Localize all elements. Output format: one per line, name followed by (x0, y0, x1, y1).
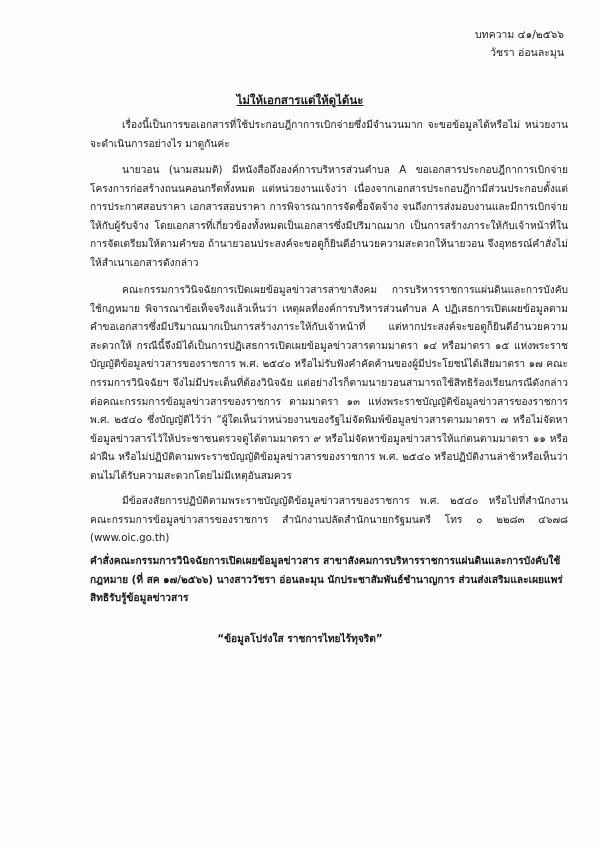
article-title: ไม่ให้เอกสารแต่ให้ดูได้นะ (236, 93, 364, 107)
article-number: บทความ ๔๑/๒๕๖๖ (474, 29, 564, 41)
facts-paragraph: นายวอน (นามสมมติ) มีหนังสือถึงองค์การบริหารส่วนตำบล A ขอเอกสารประกอบฎีกาการเบิกจ่ายโครงการก่อสร้างถนนคอนกรีตทั้งหมด แต่หน่วยงานแจ้งว่า เนื่องจากเอกสารประกอบฎีกามีส่วนประกอบตั้งแต่การประกาศสอบราคา เอกสารสอบราคา การพิจารณาการจัดซื้อจัดจ้าง จนถึงการส่งมอบงานและมีการเบิกจ่ายให้กับผู้รับจ้าง โดยเอกสารที่เกี่ยวข้องทั้งหมดเป็นเอกสารซึ่งมีปริมาณมาก เป็นการสร้างภาระให้กับเจ้าหน้าที่ในการจัดเตรียมให้ตามคำขอ ถ้านายวอนประสงค์จะขอดูก็ยินดีอำนวยความสะดวกให้นายวอน จึงอุทธรณ์คำสั่งไม่ให้สำเนาเอกสารดังกล่าว (90, 165, 568, 269)
intro-paragraph: เรื่องนี้เป็นการขอเอกสารที่ใช้ประกอบฎีกาการเบิกจ่ายซึ่งมีจำนวนมาก จะขอข้อมูลได้หรือไม่ หน่วยงานจะดำเนินการอย่างไร มาดูกันค่ะ (90, 120, 568, 150)
slogan: “ข้อมูลโปร่งใส ราชการไทยไร้ทุจริต” (217, 634, 383, 645)
order-reference: คำสั่งคณะกรรมการวินิจฉัยการเปิดเผยข้อมูลข่าวสาร สาขาสังคมการบริหารราชการแผ่นดินและการบังคับใช้กฎหมาย (ที่ สค ๑๗/๒๕๖๖) นางสาววัชรา อ่อนละมุน นักประชาสัมพันธ์ชำนาญการ ส่วนส่งเสริมและเผยแพร่สิทธิรับรู้ข้อมูลข่าวสาร (90, 556, 563, 605)
author-name: วัชรา อ่อนละมุน (490, 47, 564, 59)
decision-paragraph: คณะกรรมการวินิจฉัยการเปิดเผยข้อมูลข่าวสารสาขาสังคม การบริหารราชการแผ่นดินและการบังคับใช้กฎหมาย พิจารณาข้อเท็จจริงแล้วเห็นว่า เหตุผลที่องค์การบริหารส่วนตำบล A ปฏิเสธการเปิดเผยข้อมูลตามคำขอเอกสารซึ่งมีปริมาณมากเป็นการสร้างภาระให้กับเจ้าหน้าที่ แต่หากประสงค์จะขอดูก็ยินดีอำนวยความสะดวกให้ กรณีนี้จึงมิได้เป็นการปฏิเสธการเปิดเผยข้อมูลข่าวสารตามมาตรา ๑๔ หรือมาตรา ๑๕ แห่งพระราชบัญญัติข้อมูลข่าวสารของราชการ พ.ศ. ๒๕๔๐ หรือไม่รับฟังคำคัดค้านของผู้มีประโยชน์ได้เสียมาตรา ๑๗ คณะกรรมการวินิจฉัยฯ จึงไม่มีประเด็นที่ต้องวินิจฉัย แต่อย่างไรก็ตามนายวอนสามารถใช้สิทธิร้องเรียนกรณีดังกล่าวต่อคณะกรรมการข้อมูลข่าวสารของราชการ ตามมาตรา ๑๓ แห่งพระราชบัญญัติข้อมูลข่าวสารของราชการ พ.ศ. ๒๕๔๐ ซึ่งบัญญัติไว้ว่า “ผู้ใดเห็นว่าหน่วยงานของรัฐไม่จัดพิมพ์ข้อมูลข่าวสารตามมาตรา ๗ หรือไม่จัดหาข้อมูลข่าวสารไว้ให้ประชาชนตรวจดูได้ตามมาตรา ๙ หรือไม่จัดหาข้อมูลข่าวสารให้แก่ตนตามมาตรา ๑๑ หรือฝ่าฝืน หรือไม่ปฏิบัติตามพระราชบัญญัติข้อมูลข่าวสารของราชการ พ.ศ. ๒๕๔๐ หรือปฏิบัติงานล่าช้าหรือเห็นว่าตนไม่ได้รับความสะดวกโดยไม่มีเหตุอันสมควร (90, 285, 568, 482)
contact-paragraph: มีข้อสงสัยการปฏิบัติตามพระราชบัญญัติข้อมูลข่าวสารของราชการ พ.ศ. ๒๕๔๐ หรือไปที่สำนักงานคณะกรรมการข้อมูลข่าวสารของราชการ สำนักงานปลัดสำนักนายกรัฐมนตรี โทร ๐ ๒๒๘๓ ๔๖๗๘ (www.oic.go.th) (90, 496, 568, 545)
